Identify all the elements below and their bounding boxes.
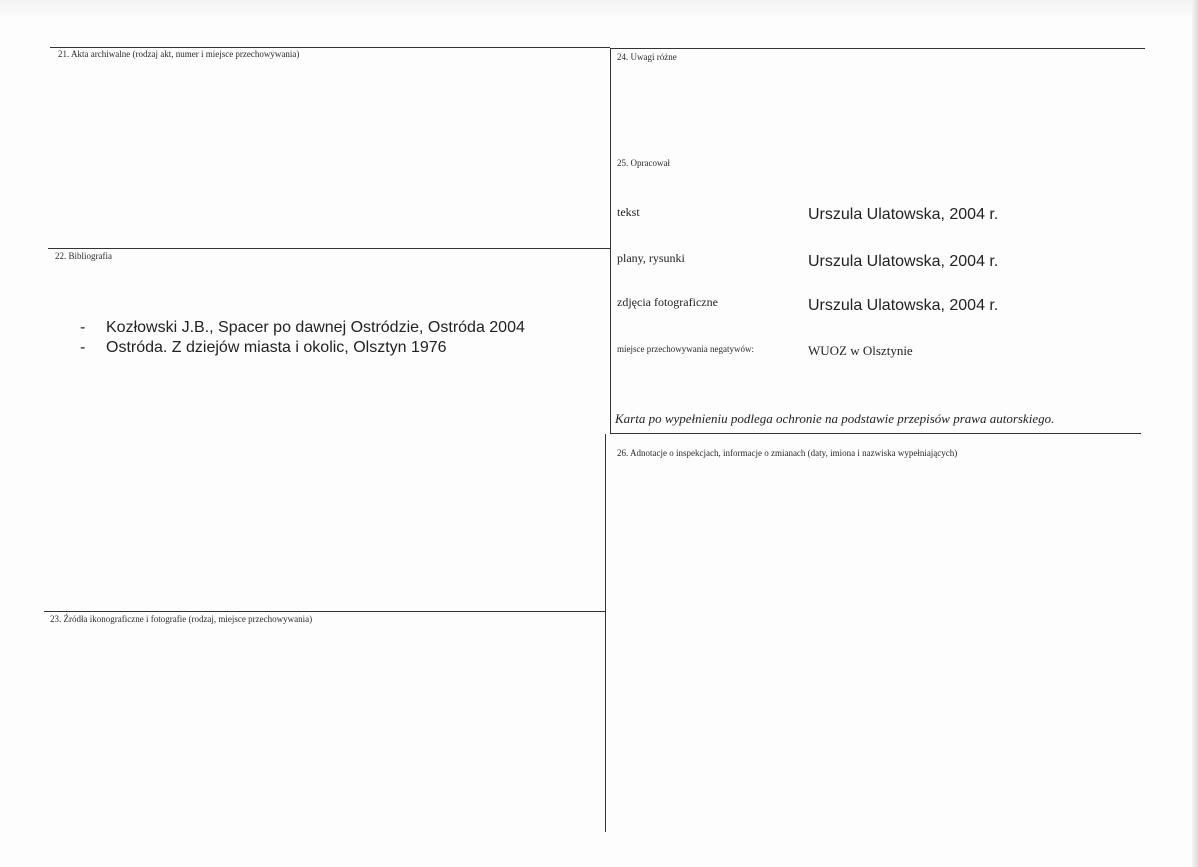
negatives-location-value: WUOZ w Olsztynie: [808, 343, 913, 358]
section-26-label: 26. Adnotacje o inspekcjach, informacje o zmianach (daty, imiona i nazwiska wypełniających): [617, 448, 958, 458]
section-21-label: 21. Akta archiwalne (rodzaj akt, numer i miejsce przechowywania): [58, 49, 300, 59]
prepared-photos-label: zdjęcia fotograficzne: [617, 295, 718, 309]
list-dash: -: [80, 339, 86, 356]
rule-top-left: [50, 47, 610, 48]
bibliography-item-text: Kozłowski J.B., Spacer po dawnej Ostródzie, Ostróda 2004: [106, 319, 525, 336]
bibliography-item-text: Ostróda. Z dziejów miasta i okolic, Olsztyn 1976: [106, 339, 447, 356]
list-dash: -: [80, 319, 86, 336]
section-25-label: 25. Opracował: [617, 158, 670, 168]
bibliography-item: [80, 318, 525, 338]
negatives-location-label: miejsce przechowywania negatywów:: [617, 344, 754, 354]
prepared-plans-value: Urszula Ulatowska, 2004 r.: [808, 253, 999, 270]
rule-center-vertical: [610, 48, 611, 434]
rule-section-26: [610, 433, 1141, 434]
bibliography-list: [80, 318, 525, 358]
section-22-label: 22. Bibliografia: [55, 251, 112, 261]
scan-right-edge: [1192, 0, 1198, 867]
copyright-note: Karta po wypełnieniu podlega ochronie na podstawie przepisów prawa autorskiego.: [615, 411, 1055, 426]
rule-section-22: [48, 248, 610, 249]
section-23-label: 23. Źródła ikonograficzne i fotografie (rodzaj, miejsce przechowywania): [50, 614, 313, 624]
section-24-label: 24. Uwagi różne: [617, 52, 677, 62]
rule-center-vertical-lower: [605, 434, 606, 832]
prepared-plans-label: plany, rysunki: [617, 251, 685, 265]
bibliography-item: [80, 338, 525, 358]
rule-section-23: [44, 611, 606, 612]
prepared-photos-value: Urszula Ulatowska, 2004 r.: [808, 297, 999, 314]
rule-top-right: [610, 48, 1145, 49]
prepared-text-value: Urszula Ulatowska, 2004 r.: [808, 206, 999, 223]
scan-top-shadow: [0, 0, 1198, 18]
prepared-text-label: tekst: [617, 205, 640, 219]
